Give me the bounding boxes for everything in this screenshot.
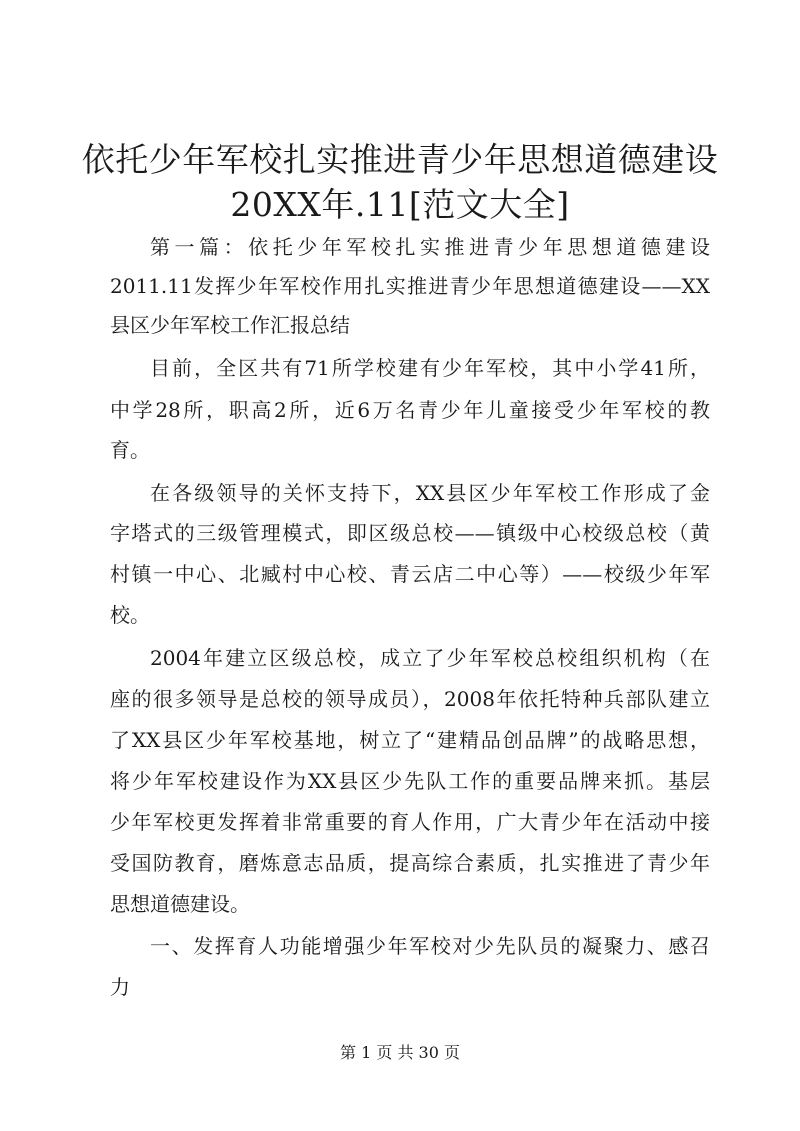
paragraph-line: 第一篇：依托少年军校扎实推进青少年思想道德建设 <box>150 235 710 259</box>
paragraph-line: 受国防教育，磨炼意志品质，提高综合素质，扎实推进了青少年 <box>110 851 710 875</box>
document-title-line1: 依托少年军校扎实推进青少年思想道德建设 <box>81 140 719 179</box>
paragraph-line: 思想道德建设。 <box>110 892 250 916</box>
paragraph-line: 育。 <box>110 438 150 462</box>
paragraph-line: 校。 <box>110 603 150 627</box>
paragraph-line: 将少年军校建设作为XX县区少先队工作的重要品牌来抓。基层 <box>110 769 710 793</box>
paragraph-line: 县区少年军校工作汇报总结 <box>110 313 350 337</box>
paragraph-line: 村镇一中心、北臧村中心校、青云店二中心等）——校级少年军 <box>110 562 710 586</box>
paragraph-line: 中学28所，职高2所，近6万名青少年儿童接受少年军校的教 <box>110 398 710 422</box>
paragraph-line: 2011.11发挥少年军校作用扎实推进青少年思想道德建设——XX <box>110 274 710 298</box>
page-number-footer: 第 1 页 共 30 页 <box>340 1043 460 1062</box>
paragraph-line: 力 <box>110 975 130 999</box>
paragraph-line: 在各级领导的关怀支持下，XX县区少年军校工作形成了金 <box>150 481 710 505</box>
paragraph-line: 字塔式的三级管理模式，即区级总校——镇级中心校级总校（黄 <box>110 521 710 545</box>
paragraph-line: 目前，全区共有71所学校建有少年军校，其中小学41所， <box>150 356 710 380</box>
document-title-line2: 20XX年.11[范文大全] <box>230 185 570 224</box>
paragraph-line: 了XX县区少年军校基地，树立了“建精品创品牌”的战略思想， <box>110 728 710 752</box>
paragraph-line: 少年军校更发挥着非常重要的育人作用，广大青少年在活动中接 <box>110 810 710 834</box>
paragraph-line: 座的很多领导是总校的领导成员），2008年依托特种兵部队建立 <box>110 687 710 711</box>
paragraph-line: 一、发挥育人功能增强少年军校对少先队员的凝聚力、感召 <box>150 934 710 958</box>
paragraph-line: 2004年建立区级总校，成立了少年军校总校组织机构（在 <box>150 646 710 670</box>
